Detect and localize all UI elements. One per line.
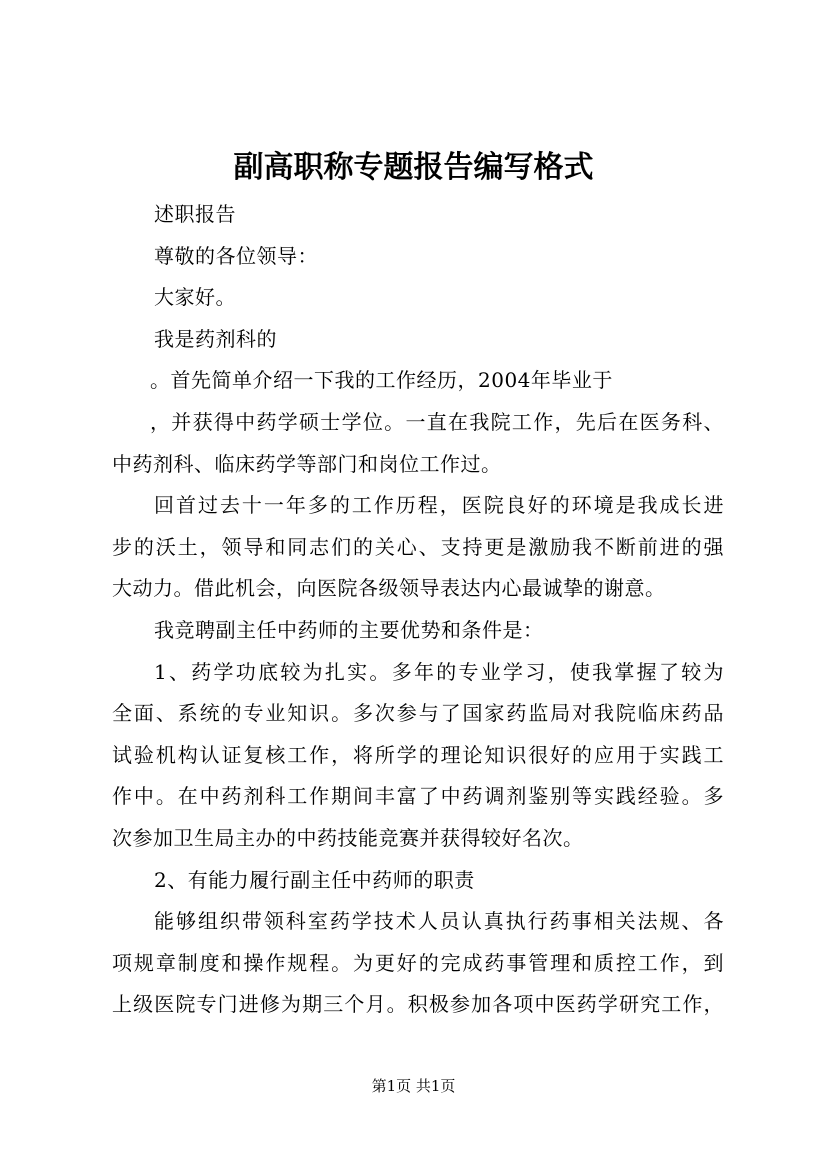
paragraph-line: 中药剂科、临床药学等部门和岗位工作过。 [112, 451, 502, 476]
page-number-footer: 第1页 共1页 [371, 1077, 456, 1095]
paragraph-line: 项规章制度和操作规程。为更好的完成药事管理和质控工作，到 [112, 950, 724, 975]
paragraph-line: 1、药学功底较为扎实。多年的专业学习，使我掌握了较为 [154, 659, 724, 684]
paragraph-line: 试验机构认证复核工作，将所学的理论知识很好的应用于实践工 [112, 742, 724, 767]
paragraph-line: 2、有能力履行副主任中药师的职责 [154, 867, 475, 892]
paragraph-line: 述职报告 [154, 202, 236, 226]
paragraph-line: 我竞聘副主任中药师的主要优势和条件是： [154, 617, 544, 642]
paragraph-line: 全面、系统的专业知识。多次参与了国家药监局对我院临床药品 [112, 701, 724, 726]
paragraph-line: 我是药剂科的 [154, 326, 277, 351]
document-body [112, 194, 724, 1026]
paragraph-line: 大家好。 [154, 285, 236, 310]
paragraph-line: 能够组织带领科室药学技术人员认真执行药事相关法规、各 [154, 909, 724, 934]
paragraph-line: 。首先简单介绍一下我的工作经历，2004年毕业于 [150, 368, 613, 393]
paragraph-line: ，并获得中药学硕士学位。一直在我院工作，先后在医务科、 [150, 409, 724, 434]
paragraph-line: 回首过去十一年多的工作历程，医院良好的环境是我成长进 [154, 493, 724, 518]
paragraph-line: 大动力。借此机会，向医院各级领导表达内心最诚挚的谢意。 [112, 576, 666, 601]
paragraph-line: 上级医院专门进修为期三个月。积极参加各项中医药学研究工作， [112, 992, 724, 1017]
paragraph-line: 次参加卫生局主办的中药技能竞赛并获得较好名次。 [112, 825, 584, 850]
paragraph-line: 步的沃土，领导和同志们的关心、支持更是激励我不断前进的强 [112, 534, 724, 559]
document-title: 副高职称专题报告编写格式 [233, 150, 594, 185]
paragraph-line: 尊敬的各位领导： [154, 243, 318, 268]
paragraph-line: 作中。在中药剂科工作期间丰富了中药调剂鉴别等实践经验。多 [112, 784, 724, 809]
